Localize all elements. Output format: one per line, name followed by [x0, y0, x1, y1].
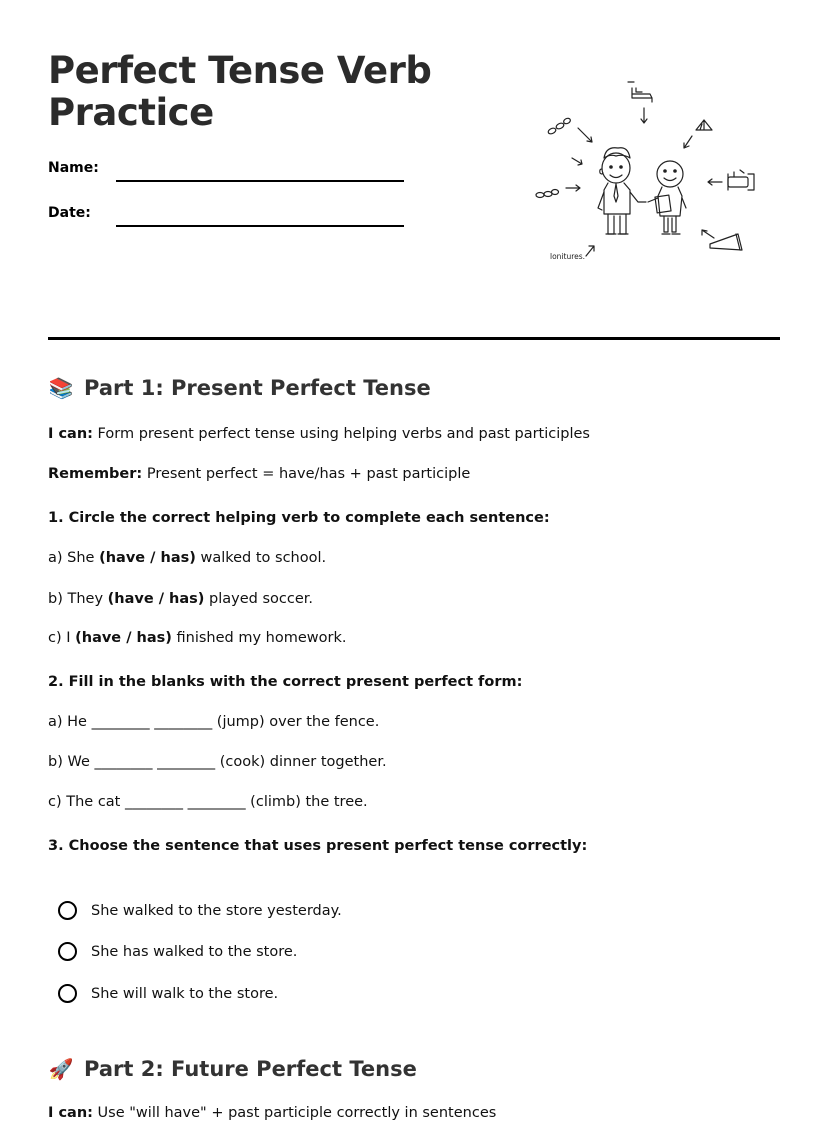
- part2-ican-label: I can:: [48, 1105, 93, 1121]
- q1-item-a: [48, 550, 326, 566]
- pipe-icon: [728, 170, 754, 190]
- part1-remember: [48, 466, 470, 482]
- chain-icon-2: [536, 190, 559, 198]
- q3-option-a[interactable]: [58, 901, 342, 920]
- name-label: Name:: [48, 160, 99, 176]
- person-figure: [648, 161, 686, 234]
- q3-option-c-label: She will walk to the store.: [91, 985, 279, 1002]
- q3-option-b-label: She has walked to the store.: [91, 943, 298, 960]
- q1-item-a-pre: a) She: [48, 550, 100, 566]
- q3-option-a-label: She walked to the store yesterday.: [91, 902, 342, 919]
- radio-button[interactable]: [58, 901, 77, 920]
- bed-icon: [628, 82, 652, 102]
- q3-option-b[interactable]: [58, 942, 297, 961]
- part2-heading: [48, 1057, 417, 1081]
- tent-icon: [696, 120, 712, 130]
- title-line-1: Perfect Tense Verb: [48, 49, 432, 92]
- q2-item-a[interactable]: a) He ________ ________ (jump) over the fence.: [48, 714, 380, 730]
- worksheet-title: [48, 50, 431, 134]
- q1-item-c-pre: c) I: [48, 630, 76, 646]
- part2-heading-text: Part 2: Future Perfect Tense: [84, 1057, 417, 1081]
- part1-heading-text: Part 1: Present Perfect Tense: [84, 376, 431, 400]
- megaphone-icon: [710, 234, 742, 250]
- rocket-icon: 🚀: [48, 1057, 74, 1081]
- name-field[interactable]: [116, 180, 404, 182]
- radio-button[interactable]: [58, 984, 77, 1003]
- part2-ican-text: Use "will have" + past participle correctly in sentences: [92, 1105, 497, 1121]
- q1-item-a-choice[interactable]: (have / has): [99, 550, 196, 566]
- section-divider: [48, 337, 780, 340]
- ican-label: I can:: [48, 426, 93, 442]
- date-field[interactable]: [116, 225, 404, 227]
- remember-text: Present perfect = have/has + past participle: [142, 466, 471, 482]
- q1-item-a-post: walked to school.: [195, 550, 327, 566]
- part1-learning-goal: [48, 426, 590, 442]
- question-2-prompt: 2. Fill in the blanks with the correct present perfect form:: [48, 674, 523, 690]
- part1-heading: [48, 376, 431, 400]
- q3-option-c[interactable]: [58, 984, 278, 1003]
- part2-learning-goal: [48, 1105, 496, 1121]
- man-figure: [598, 148, 646, 234]
- chain-icon: [547, 117, 571, 135]
- q1-item-b: [48, 591, 313, 607]
- q1-item-c-choice[interactable]: (have / has): [75, 630, 172, 646]
- radio-button[interactable]: [58, 942, 77, 961]
- handshake-illustration: [530, 74, 770, 274]
- date-label: Date:: [48, 205, 91, 221]
- q2-item-c[interactable]: c) The cat ________ ________ (climb) the tree.: [48, 794, 368, 810]
- q1-item-c: [48, 630, 346, 646]
- q1-item-b-post: played soccer.: [204, 591, 313, 607]
- books-icon: 📚: [48, 376, 74, 400]
- question-1-prompt: 1. Circle the correct helping verb to complete each sentence:: [48, 510, 550, 526]
- q1-item-c-post: finished my homework.: [171, 630, 347, 646]
- question-3-prompt: 3. Choose the sentence that uses present perfect tense correctly:: [48, 838, 588, 854]
- q1-item-b-pre: b) They: [48, 591, 108, 607]
- q1-item-b-choice[interactable]: (have / has): [107, 591, 205, 607]
- title-line-2: Practice: [48, 91, 214, 134]
- remember-label: Remember:: [48, 466, 143, 482]
- q2-item-b[interactable]: b) We ________ ________ (cook) dinner together.: [48, 754, 387, 770]
- ican-text: Form present perfect tense using helping verbs and past participles: [92, 426, 590, 442]
- illustration-caption: lonitures.: [550, 252, 586, 261]
